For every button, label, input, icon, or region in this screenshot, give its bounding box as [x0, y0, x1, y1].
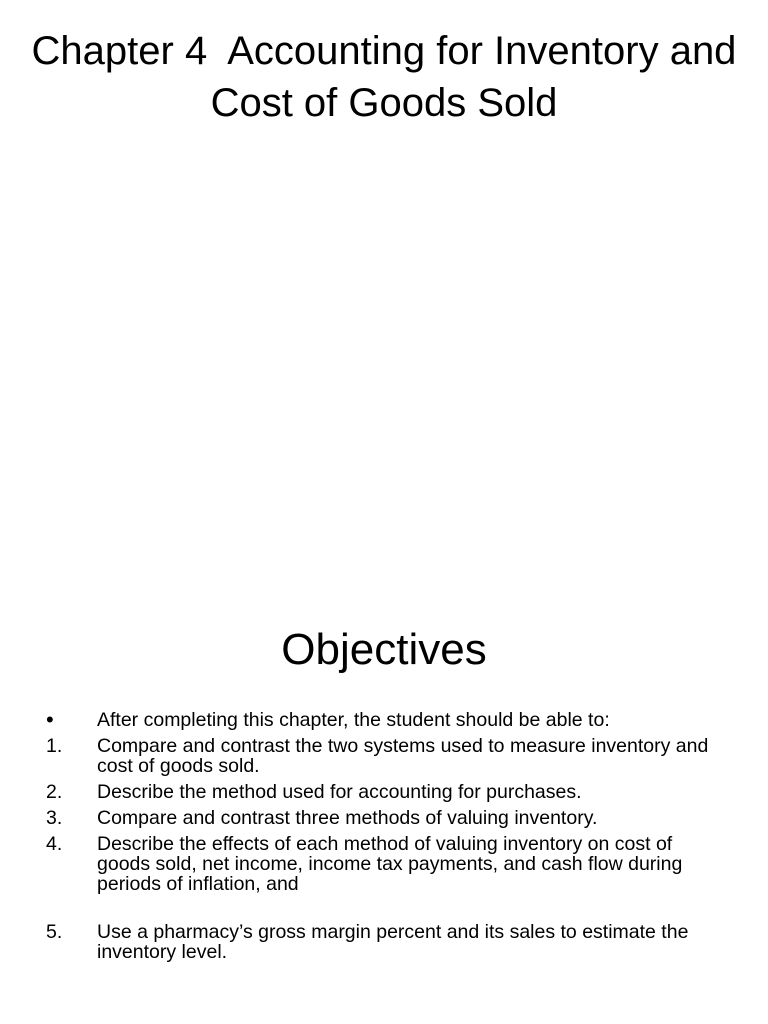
objective-number: 1.	[46, 735, 63, 757]
bullet-marker: •	[46, 707, 54, 732]
objectives-list	[46, 707, 726, 968]
objective-item-5	[46, 922, 726, 962]
objective-item-2	[46, 782, 726, 802]
objectives-heading: Objectives	[281, 625, 487, 674]
objective-number: 5.	[46, 921, 63, 943]
objective-text: Compare and contrast three methods of valuing inventory.	[97, 807, 598, 829]
slide-objectives	[0, 580, 768, 1024]
objective-text: Describe the effects of each method of valuing inventory on cost of goods sold, net income, income tax payments, and cash flow during periods of inflation, and	[97, 833, 683, 895]
objective-text: Use a pharmacy’s gross margin percent and its sales to estimate the inventory level.	[97, 921, 689, 963]
objective-text: Describe the method used for accounting for purchases.	[97, 781, 582, 803]
objective-text: After completing this chapter, the student should be able to:	[97, 709, 610, 731]
objective-text: Compare and contrast the two systems used to measure inventory and cost of goods sold.	[97, 735, 709, 777]
objective-number: 3.	[46, 807, 63, 829]
objective-item-4	[46, 834, 726, 894]
objective-number: 2.	[46, 781, 63, 803]
objective-intro	[46, 707, 726, 732]
objective-number: 4.	[46, 833, 63, 855]
objective-item-3	[46, 808, 726, 828]
objective-item-1	[46, 736, 726, 776]
chapter-title: Chapter 4 Accounting for Inventory and Cost of Goods Sold	[31, 29, 748, 125]
